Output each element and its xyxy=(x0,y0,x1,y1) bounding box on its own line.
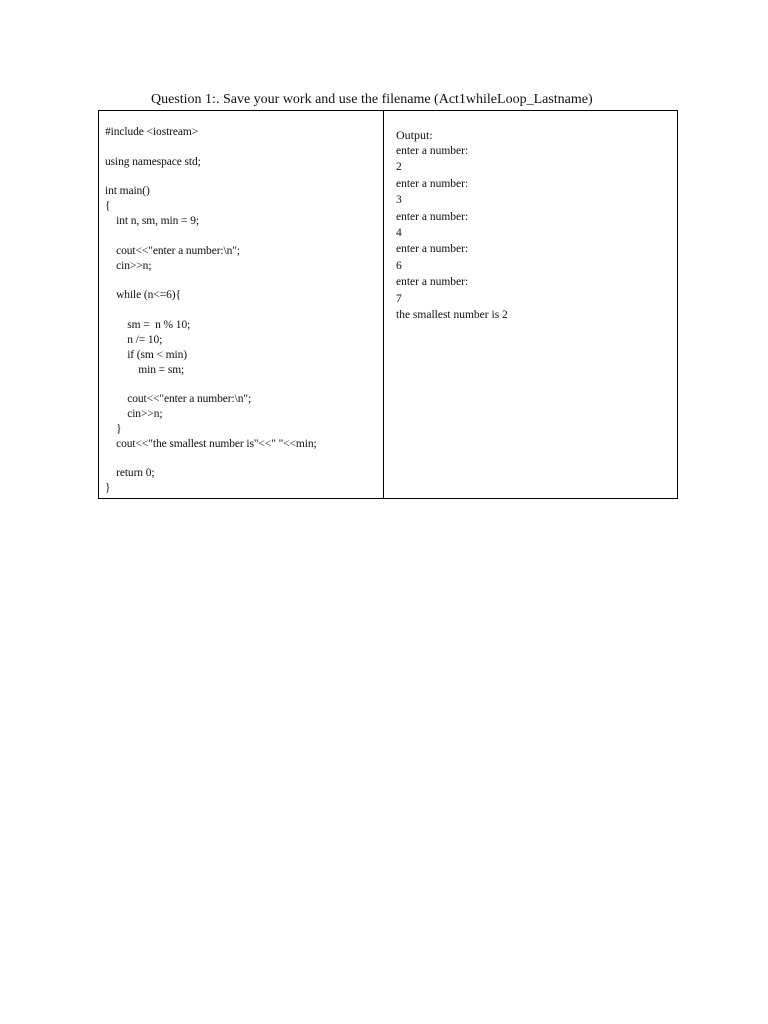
code-line: #include <iostream> xyxy=(105,126,199,138)
code-line: cin>>n; xyxy=(105,408,163,421)
code-line: min = sm; xyxy=(105,363,185,376)
code-line: cout<<"enter a number:\n"; xyxy=(105,244,240,257)
code-line: n /= 10; xyxy=(105,333,163,346)
code-line: int n, sm, min = 9; xyxy=(105,215,199,228)
code-line: } xyxy=(105,482,111,495)
code-listing xyxy=(105,125,317,496)
page-title: Question 1:. Save your work and use the filename (Act1whileLoop_Lastname) xyxy=(151,92,593,107)
output-label: Output: xyxy=(396,128,433,142)
code-line: int main() xyxy=(105,185,150,198)
code-output-table xyxy=(98,110,678,499)
output-line: 4 xyxy=(396,226,402,239)
output-line: enter a number: xyxy=(396,243,469,256)
output-cell xyxy=(384,111,677,498)
output-line: enter a number: xyxy=(396,210,469,223)
output-line: 3 xyxy=(396,194,402,207)
code-cell xyxy=(99,111,384,498)
output-listing xyxy=(396,143,508,323)
output-line: 7 xyxy=(396,292,402,305)
code-line: } xyxy=(105,422,122,435)
code-line: return 0; xyxy=(105,467,155,480)
output-line: 6 xyxy=(396,259,402,272)
code-line xyxy=(105,140,317,155)
code-line: while (n<=6){ xyxy=(105,289,181,302)
code-line: cin>>n; xyxy=(105,259,152,272)
code-line: cout<<"enter a number:\n"; xyxy=(105,393,252,406)
code-line xyxy=(105,452,317,467)
code-line xyxy=(105,170,317,185)
output-line: 2 xyxy=(396,161,402,174)
code-line: { xyxy=(105,200,111,213)
code-line: cout<<"the smallest number is"<<" "<<min; xyxy=(105,437,317,450)
code-line: if (sm < min) xyxy=(105,348,188,361)
output-line: enter a number: xyxy=(396,276,469,289)
output-line: the smallest number is 2 xyxy=(396,308,508,321)
code-line: using namespace std; xyxy=(105,155,201,168)
output-block xyxy=(396,127,508,323)
output-line: enter a number: xyxy=(396,145,469,157)
code-line xyxy=(105,377,317,392)
code-line xyxy=(105,303,317,318)
output-line: enter a number: xyxy=(396,177,469,190)
code-line xyxy=(105,229,317,244)
code-line: sm = n % 10; xyxy=(105,318,191,331)
code-line xyxy=(105,273,317,288)
